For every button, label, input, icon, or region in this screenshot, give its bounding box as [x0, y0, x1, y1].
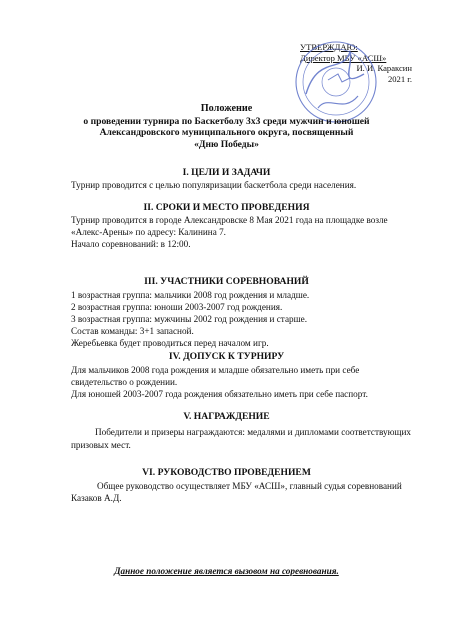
section-3-heading: III. УЧАСТНИКИ СОРЕВНОВАНИЙ [144, 276, 309, 287]
section-5-line-2: призовых мест. [71, 440, 131, 450]
section-2-line-1: Турнир проводится в городе Александровске 8 Мая 2021 года на площадке возле [71, 215, 388, 225]
approval-line-3: И. И. Караксин [356, 63, 412, 73]
subtitle-line-1: о проведении турнира по Баскетболу 3х3 среди мужчин и юношей [83, 116, 370, 127]
section-4-heading: IV. ДОПУСК К ТУРНИРУ [168, 351, 285, 362]
section-6-line-2: Казаков А.Д. [71, 493, 122, 503]
section-4-line-2: свидетельство о рождении. [71, 377, 178, 387]
section-6-heading: VI. РУКОВОДСТВО ПРОВЕДЕНИЕМ [142, 467, 311, 478]
section-1-line-1: Турнир проводится с целью популяризации баскетбола среди населения. [71, 180, 357, 190]
section-3-line-5: Жеребьевка будет проводиться перед началом игр. [71, 338, 269, 348]
section-5-heading: V. НАГРАЖДЕНИЕ [183, 411, 270, 422]
section-2-heading: II. СРОКИ И МЕСТО ПРОВЕДЕНИЯ [143, 202, 310, 213]
section-3-line-3: 3 возрастная группа: мужчины 2002 год рождения и старше. [71, 314, 308, 324]
section-2-line-2: «Алекс-Арены» по адресу: Калинина 7. [71, 227, 226, 237]
document-subtitle [0, 116, 453, 150]
subtitle-line-2: Александровского муниципального округа, посвященный [99, 127, 354, 139]
document-title: Положение [200, 103, 253, 114]
approval-line-2: Директор МБУ «АСШ» [300, 52, 387, 63]
footer-note: Данное положение является вызовом на соревнования. [114, 566, 339, 576]
section-3-line-1: 1 возрастная группа: мальчики 2008 год рождения и младше. [71, 290, 310, 300]
subtitle-line-3: «Дню Победы» [194, 138, 259, 150]
approval-line-1: УТВЕРЖДАЮ: [300, 42, 358, 52]
section-3-line-4: Состав команды: 3+1 запасной. [71, 326, 194, 336]
section-4-line-3: Для юношей 2003-2007 года рождения обязательно иметь при себе паспорт. [71, 389, 368, 399]
section-5-line-1: Победители и призеры награждаются: медалями и дипломами соответствующих [95, 427, 412, 437]
section-1-heading: I. ЦЕЛИ И ЗАДАЧИ [182, 167, 271, 178]
section-6-line-1: Общее руководство осуществляет МБУ «АСШ», главный судья соревнований [97, 481, 402, 491]
section-3-line-2: 2 возрастная группа: юноши 2003-2007 год рождения. [71, 302, 283, 312]
section-4-line-1: Для мальчиков 2008 года рождения и младше обязательно иметь при себе [71, 365, 360, 375]
section-2-line-3: Начало соревнований: в 12:00. [71, 239, 191, 249]
approval-line-4: 2021 г. [387, 73, 412, 84]
